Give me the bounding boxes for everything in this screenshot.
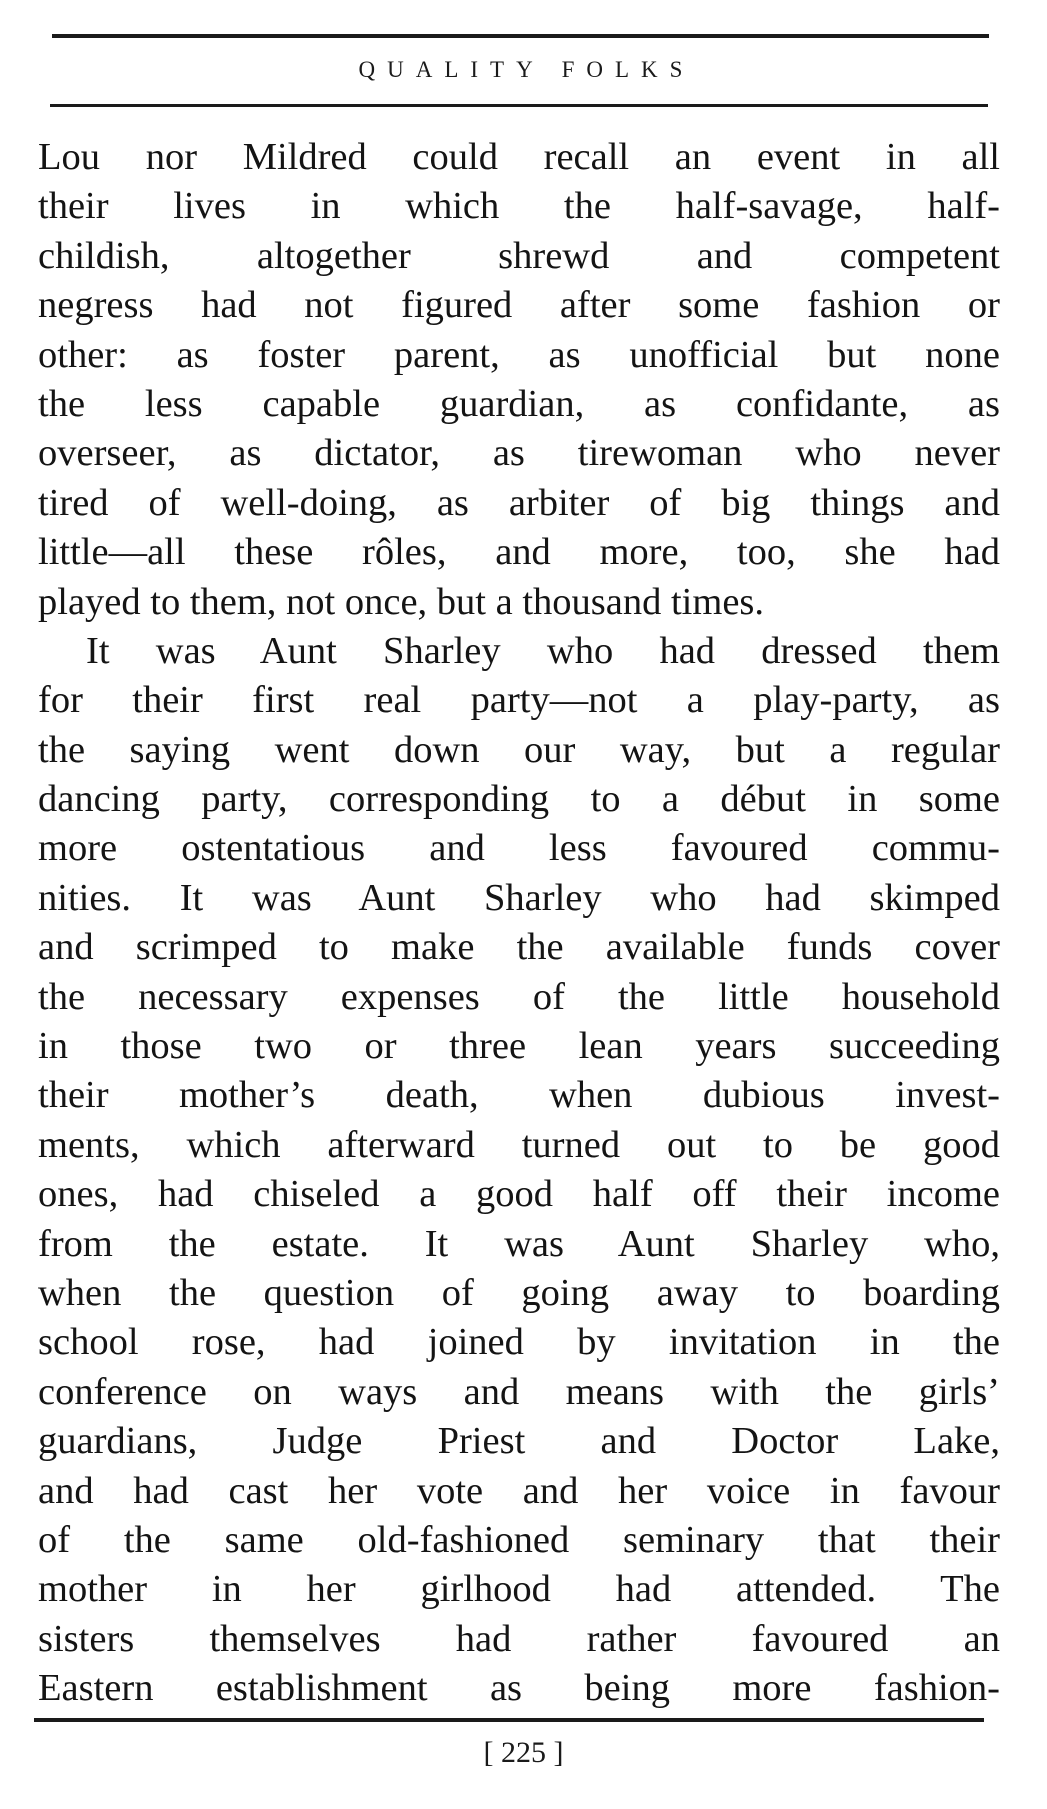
text-line: in those two or three lean years succeeding — [38, 1025, 1000, 1068]
text-line: their mother’s death, when dubious invest- — [38, 1074, 1000, 1117]
text-line: dancing party, corresponding to a début in some — [38, 778, 1000, 821]
paragraph — [38, 133, 1000, 627]
text-line: Lou nor Mildred could recall an event in all — [38, 136, 1000, 178]
text-line: for their first real party—not a play-party, as — [38, 679, 1000, 722]
header-top-rule — [52, 34, 989, 38]
text-line: the saying went down our way, but a regular — [38, 728, 1000, 771]
text-line: sisters themselves had rather favoured an — [38, 1617, 1000, 1660]
text-line: school rose, had joined by invitation in the — [38, 1321, 1000, 1364]
text-line: of the same old-fashioned seminary that their — [38, 1518, 1000, 1561]
text-line: ones, had chiseled a good half off their income — [38, 1173, 1000, 1216]
text-line: ments, which afterward turned out to be good — [38, 1123, 1000, 1166]
text-line: other: as foster parent, as unofficial but none — [38, 333, 1000, 376]
text-line: tired of well-doing, as arbiter of big things and — [38, 481, 1000, 524]
page-number: [ 225 ] — [483, 1736, 564, 1769]
text-line: and scrimped to make the available funds cover — [38, 926, 1000, 969]
text-line: and had cast her vote and her voice in favour — [38, 1469, 1000, 1512]
text-line: Eastern establishment as being more fashion- — [38, 1667, 1000, 1710]
paragraph — [38, 627, 1000, 1714]
text-line: little—all these rôles, and more, too, she had — [38, 531, 1000, 574]
text-line: nities. It was Aunt Sharley who had skimped — [38, 876, 1000, 919]
text-line: when the question of going away to boarding — [38, 1271, 1000, 1314]
text-line: overseer, as dictator, as tirewoman who never — [38, 432, 1000, 475]
header-bottom-rule — [50, 104, 988, 107]
text-line: mother in her girlhood had attended. The — [38, 1568, 1000, 1611]
text-line: negress had not figured after some fashion or — [38, 284, 1000, 327]
body-text — [38, 133, 1000, 1714]
running-head: QUALITY FOLKS — [358, 57, 695, 82]
text-line: from the estate. It was Aunt Sharley who, — [38, 1222, 1000, 1265]
text-line: childish, altogether shrewd and competent — [38, 234, 1000, 277]
footer-rule — [34, 1718, 984, 1722]
text-line: the less capable guardian, as confidante, as — [38, 382, 1000, 425]
text-line: guardians, Judge Priest and Doctor Lake, — [38, 1420, 1000, 1463]
text-line: played to them, not once, but a thousand times. — [38, 580, 765, 623]
text-line: their lives in which the half-savage, half- — [38, 185, 1000, 228]
text-line: It was Aunt Sharley who had dressed them — [86, 629, 1000, 672]
text-line: more ostentatious and less favoured commu- — [38, 827, 1000, 870]
text-line: the necessary expenses of the little household — [38, 975, 1000, 1018]
text-line: conference on ways and means with the girls’ — [38, 1370, 1000, 1413]
